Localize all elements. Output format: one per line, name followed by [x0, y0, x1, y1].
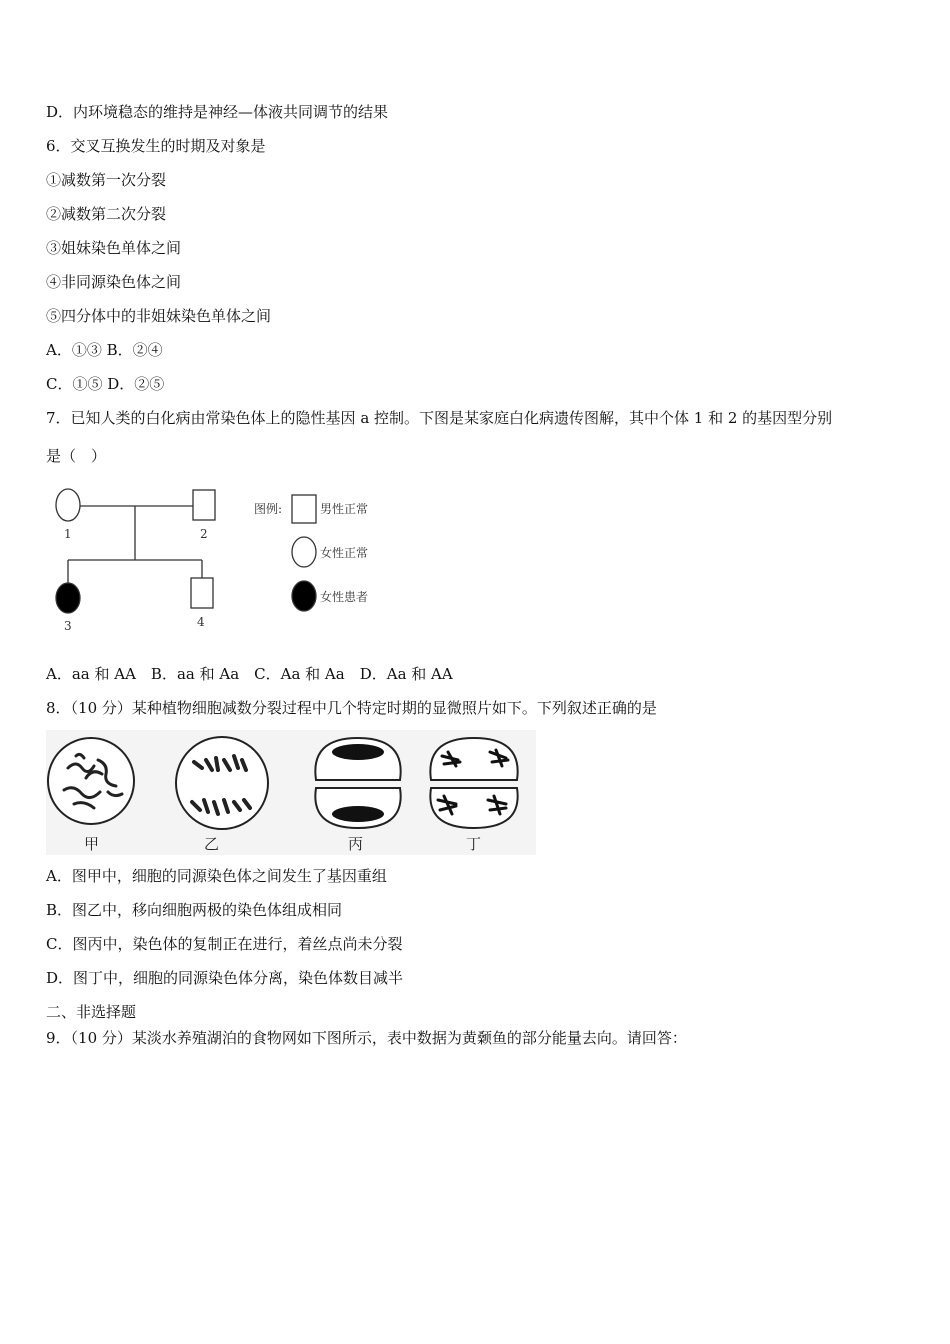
legend-female-normal-symbol — [292, 537, 316, 567]
q7-stem-line2: 是（ ） — [46, 447, 107, 465]
q6-item-5: ⑤四分体中的非姐妹染色单体之间 — [46, 307, 272, 325]
legend-female-normal: 女性正常 — [320, 546, 369, 560]
cell-jia — [48, 738, 134, 824]
individual-2-male-normal — [193, 490, 215, 520]
label-2: 2 — [200, 527, 208, 541]
q6-item-1: ①减数第一次分裂 — [46, 171, 167, 189]
legend-title: 图例: — [254, 502, 283, 516]
label-3: 3 — [64, 619, 72, 633]
label-ding: 丁 — [466, 835, 482, 853]
q6-item-3: ③姐妹染色单体之间 — [46, 239, 182, 257]
pedigree-figure — [46, 478, 376, 638]
q7-stem-line1: 7．已知人类的白化病由常染色体上的隐性基因 a 控制。下图是某家庭白化病遗传图解，其中个体 1 和 2 的基因型分别 — [46, 409, 833, 427]
label-1: 1 — [64, 527, 72, 541]
q8-option-b: B．图乙中，移向细胞两极的染色体组成相同 — [46, 901, 343, 919]
q8-option-d: D．图丁中，细胞的同源染色体分离，染色体数目减半 — [46, 969, 404, 987]
meiosis-photos-figure — [46, 730, 536, 855]
label-yi: 乙 — [204, 835, 220, 853]
section-heading: 二、非选择题 — [46, 1003, 137, 1021]
q6-options-ab: A．①③ B．②④ — [46, 341, 163, 359]
legend-male-normal: 男性正常 — [320, 502, 369, 516]
individual-1-female-normal — [56, 489, 80, 521]
legend-male-normal-symbol — [292, 495, 316, 523]
label-4: 4 — [197, 615, 205, 629]
q9-stem: 9．（10 分）某淡水养殖湖泊的食物网如下图所示，表中数据为黄颡鱼的部分能量去向。请回答： — [46, 1029, 687, 1047]
q8-stem: 8．（10 分）某种植物细胞减数分裂过程中几个特定时期的显微照片如下。下列叙述正确的是 — [46, 699, 657, 717]
q7-options: A．aa 和 AA B．aa 和 Aa C．Aa 和 Aa D．Aa 和 AA — [46, 665, 453, 683]
q6-item-2: ②减数第二次分裂 — [46, 205, 167, 223]
q6-stem: 6．交叉互换发生的时期及对象是 — [46, 137, 266, 155]
q8-option-c: C．图丙中，染色体的复制正在进行，着丝点尚未分裂 — [46, 935, 403, 953]
q6-item-4: ④非同源染色体之间 — [46, 273, 182, 291]
individual-3-female-affected — [56, 583, 80, 613]
individual-4-male-normal — [191, 578, 213, 608]
legend-female-affected: 女性患者 — [320, 590, 369, 604]
label-bing: 丙 — [348, 835, 364, 853]
label-jia: 甲 — [84, 835, 100, 853]
legend-female-affected-symbol — [292, 581, 316, 611]
q8-option-a: A．图甲中，细胞的同源染色体之间发生了基因重组 — [46, 867, 387, 885]
q6-options-cd: C．①⑤ D．②⑤ — [46, 375, 165, 393]
q5-option-d: D．内环境稳态的维持是神经—体液共同调节的结果 — [46, 103, 389, 121]
cell-yi — [176, 737, 268, 829]
